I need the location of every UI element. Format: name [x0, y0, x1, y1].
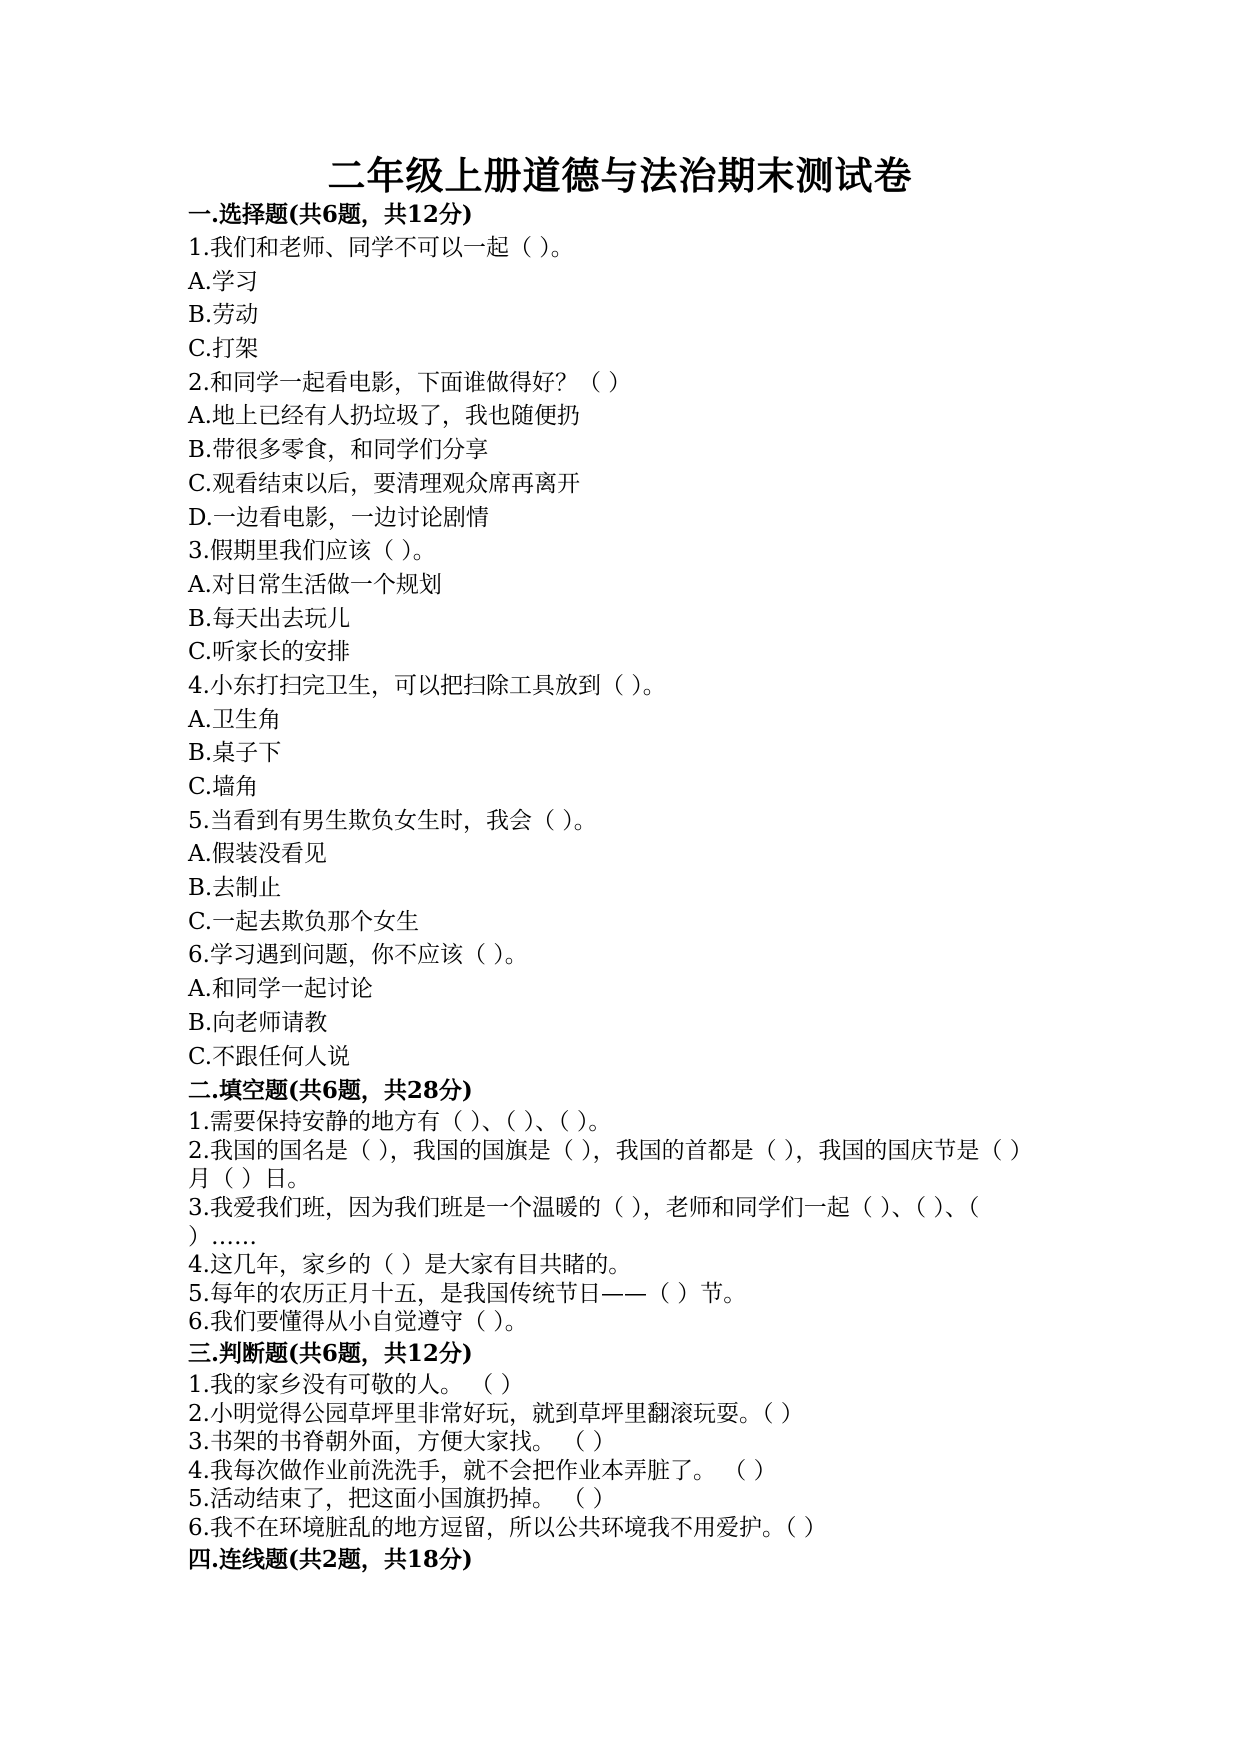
option-text: A.卫生角 [188, 706, 281, 733]
question-text: 3.我爱我们班，因为我们班是一个温暖的（ ），老师和同学们一起（ ）、（ ）、（ ）…… [188, 1194, 980, 1250]
option-text: C.打架 [188, 336, 259, 363]
option-text: C.不跟任何人说 [188, 1043, 351, 1070]
section-heading-choice: 一.选择题(共6题，共12分) [188, 201, 473, 228]
section-fill-body [188, 1108, 1068, 1337]
option-text: B.每天出去玩儿 [188, 605, 351, 632]
option-text: B.劳动 [188, 302, 259, 329]
question-text: 2.和同学一起看电影，下面谁做得好？（ ） [188, 369, 632, 396]
question-text: 6.学习遇到问题，你不应该（ ）。 [188, 942, 528, 969]
question-text: 4.我每次做作业前洗洗手，就不会把作业本弄脏了。 （ ） [188, 1457, 777, 1484]
question-text: 6.我不在环境脏乱的地方逗留，所以公共环境我不用爱护。（ ） [188, 1514, 827, 1541]
question-text: 1.需要保持安静的地方有（ ）、（ ）、（ ）。 [188, 1109, 612, 1136]
option-text: B.向老师请教 [188, 1009, 328, 1036]
option-text: A.和同学一起讨论 [188, 976, 373, 1003]
question-text: 4.小东打扫完卫生，可以把扫除工具放到（ ）。 [188, 672, 666, 699]
question-text: 1.我的家乡没有可敬的人。 （ ） [188, 1371, 524, 1398]
option-text: A.假装没看见 [188, 841, 327, 868]
question-text: 2.小明觉得公园草坪里非常好玩，就到草坪里翻滚玩耍。（ ） [188, 1400, 804, 1427]
question-text: 4.这几年，家乡的（ ）是大家有目共睹的。 [188, 1252, 632, 1279]
question-text: 5.当看到有男生欺负女生时，我会（ ）。 [188, 807, 597, 834]
option-text: B.去制止 [188, 875, 282, 902]
option-text: A.地上已经有人扔垃圾了，我也随便扔 [188, 403, 580, 430]
option-text: D.一边看电影，一边讨论剧情 [188, 504, 489, 531]
question-text: 3.假期里我们应该（ ）。 [188, 538, 436, 565]
question-text: 3.书架的书脊朝外面，方便大家找。 （ ） [188, 1429, 616, 1456]
page-title: 二年级上册道德与法治期末测试卷 [327, 153, 913, 198]
option-text: C.听家长的安排 [188, 639, 351, 666]
option-text: C.一起去欺负那个女生 [188, 908, 420, 935]
option-text: A.对日常生活做一个规划 [188, 571, 442, 598]
option-text: C.墙角 [188, 774, 259, 800]
question-text: 1.我们和老师、同学不可以一起（ ）。 [188, 235, 574, 261]
question-text: 6.我们要懂得从小自觉遵守（ ）。 [188, 1309, 528, 1336]
exam-content [188, 198, 1068, 1577]
question-text: 5.每年的农历正月十五，是我国传统节日——（ ）节。 [188, 1280, 747, 1307]
option-text: A.学习 [188, 268, 258, 295]
option-text: B.桌子下 [188, 740, 282, 767]
section-judge-body [188, 1371, 1068, 1543]
option-text: C.观看结束以后，要清理观众席再离开 [188, 470, 581, 497]
section-choice-body [188, 232, 1068, 1074]
section-heading-judge: 三.判断题(共6题，共12分) [188, 1339, 473, 1367]
question-text: 2.我国的国名是（ ），我国的国旗是（ ），我国的首都是（ ），我国的国庆节是（ ）月（ ）日。 [188, 1137, 1033, 1193]
question-text: 5.活动结束了，把这面小国旗扔掉。 （ ） [188, 1486, 616, 1513]
option-text: B.带很多零食，和同学们分享 [188, 437, 489, 464]
section-heading-match: 四.连线题(共2题，共18分) [188, 1545, 473, 1573]
section-heading-fill: 二.填空题(共6题，共28分) [188, 1077, 473, 1105]
